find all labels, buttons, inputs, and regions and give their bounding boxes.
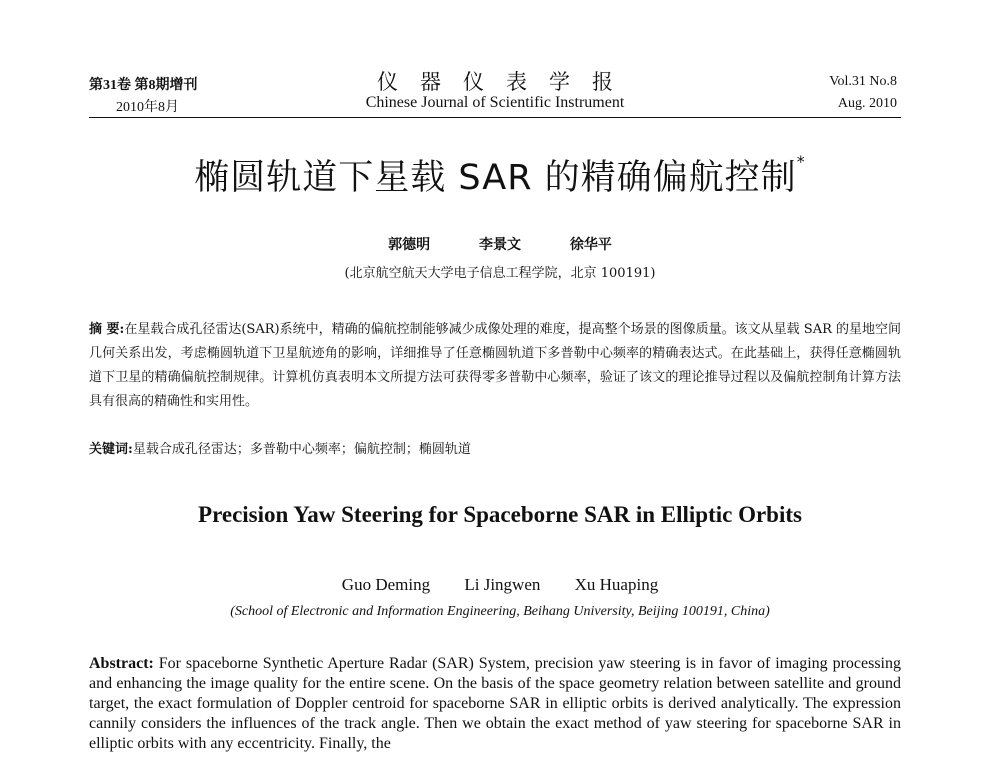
authors-en [0,575,1000,595]
title-footnote-mark: * [796,152,806,171]
author-cn: 李景文 [479,237,521,253]
abstract-label-en: Abstract: [89,655,154,672]
header-rule [89,117,901,118]
affiliation-cn: (北京航空航天大学电子信息工程学院，北京 100191) [344,266,656,281]
date-cn: 2010年8月 [116,100,179,115]
author-en: Guo Deming [341,575,431,594]
abstract-text-en: For spaceborne Synthetic Aperture Radar (SAR) System, precision yaw steering is in favor of imaging processing and enhancing the image quality for the entire scene. On the basis of the space geometry relation between satellite and ground target, the exact formulation of Doppler centroid for spaceborne SAR in elliptic orbits is derived analytically. The expression cannily considers the influences of the track angle. Then we obtain the exact method of yaw steering for spaceborne SAR in elliptic orbits with any eccentricity. Finally, the [89,655,901,752]
affiliation-en: (School of Electronic and Information Engineering, Beihang University, Beijing 100191, China) [230,604,770,619]
journal-header [89,66,901,118]
abstract-cn [89,318,901,414]
abstract-text-cn: 在星载合成孔径雷达(SAR)系统中，精确的偏航控制能够减少成像处理的难度，提高整个场景的图像质量。该文从星载 SAR 的星地空间几何关系出发，考虑椭圆轨道下卫星航迹角的影响，详细推导了任意椭圆轨道下多普勒中心频率的精确表达式。在此基础上，获得任意椭圆轨道下卫星的精确偏航控制规律。计算机仿真表明本文所提方法可获得零多普勒中心频率，验证了该文的理论推导过程以及偏航控制角计算方法具有很高的精确性和实用性。 [89,322,902,409]
author-cn: 郭德明 [388,237,431,253]
journal-name-cn: 仪器仪表学报 [377,70,635,94]
keywords-label-cn: 关键词: [89,442,133,457]
journal-name-en: Chinese Journal of Scientific Instrument [365,94,625,111]
authors-cn [0,234,1000,254]
keywords-cn [89,438,901,457]
date-en: Aug. 2010 [837,96,897,111]
paper-title-cn: 椭圆轨道下星载 SAR 的精确偏航控制* [194,152,806,198]
abstract-label-cn: 摘 要: [89,322,125,337]
volume-issue-en: Vol.31 No.8 [829,74,897,89]
volume-issue-cn: 第31卷 第8期增刊 [89,78,198,93]
author-en: Li Jingwen [464,575,541,594]
abstract-en [89,654,901,754]
author-en: Xu Huaping [574,575,659,594]
paper-title-en: Precision Yaw Steering for Spaceborne SAR in Elliptic Orbits [198,502,802,527]
keywords-text-cn: 星载合成孔径雷达；多普勒中心频率；偏航控制；椭圆轨道 [132,442,471,457]
author-cn: 徐华平 [569,237,612,253]
